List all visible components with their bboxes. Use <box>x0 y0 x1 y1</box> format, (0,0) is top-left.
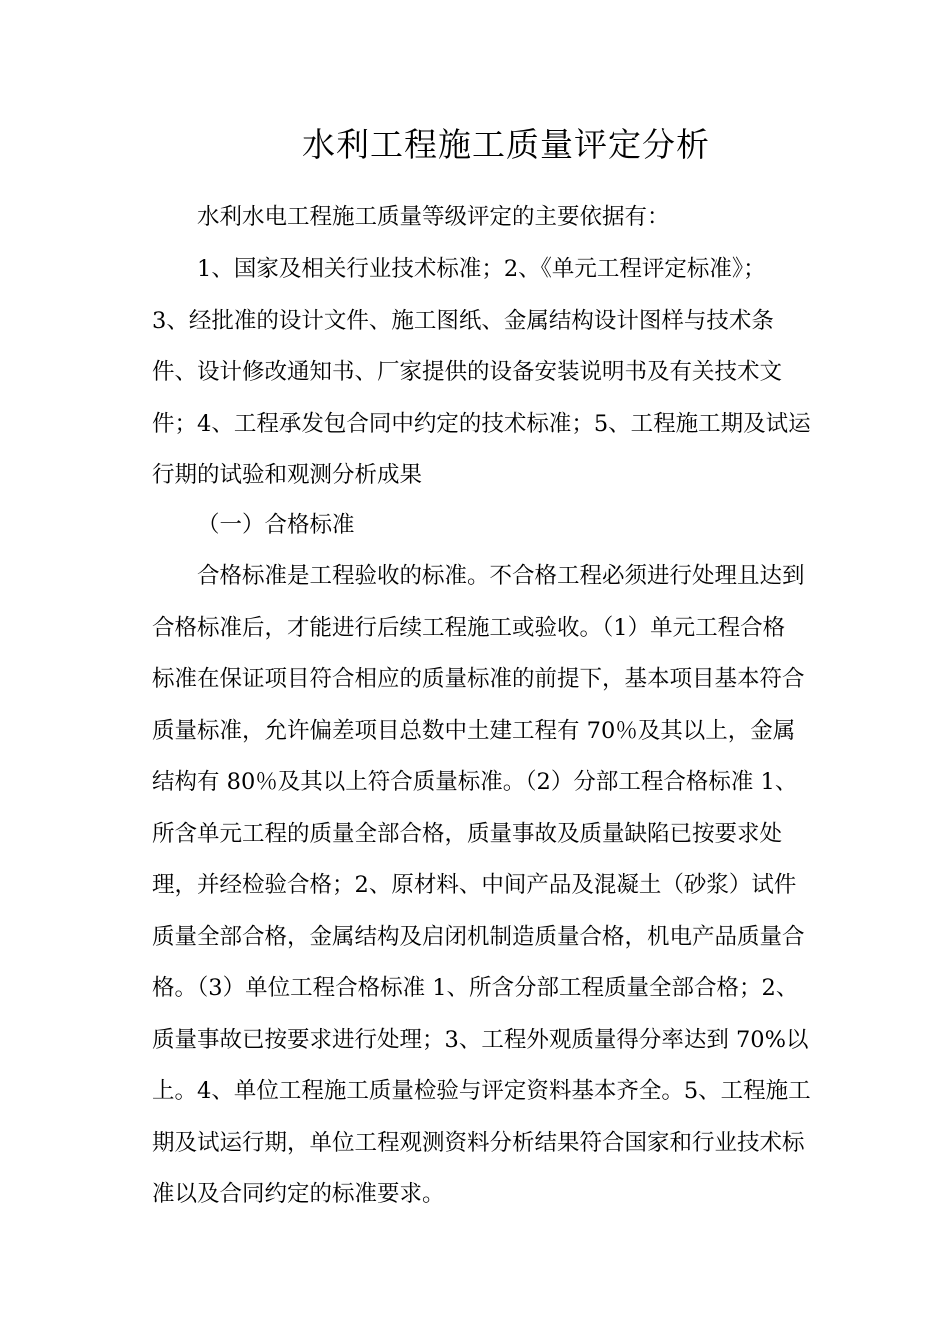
standard-line-8: 质量全部合格，金属结构及启闭机制造质量合格，机电产品质量合 <box>152 923 805 950</box>
standard-line-10: 质量事故已按要求进行处理；3、工程外观质量得分率达到 70%以 <box>152 1026 809 1053</box>
standard-line-5: 结构有 80％及其以上符合质量标准。（2）分部工程合格标准 1、 <box>152 769 798 795</box>
basis-line-2: 3、经批准的设计文件、施工图纸、金属结构设计图样与技术条 <box>152 307 774 334</box>
basis-line-5: 行期的试验和观测分析成果 <box>152 462 423 488</box>
standard-line-11: 上。4、单位工程施工质量检验与评定资料基本齐全。5、工程施工 <box>152 1078 811 1104</box>
section-heading-paragraph <box>152 500 800 552</box>
standard-line-7: 理，并经检验合格；2、原材料、中间产品及混凝土（砂浆）试件 <box>152 872 797 898</box>
standard-line-3: 标准在保证项目符合相应的质量标准的前提下，基本项目基本符合 <box>152 666 805 692</box>
basis-line-1: 1、国家及相关行业技术标准；2、《单元工程评定标准》； <box>197 256 766 282</box>
basis-line-4: 件；4、工程承发包合同中约定的技术标准；5、工程施工期及试运 <box>152 410 811 437</box>
standard-line-1: 合格标准是工程验收的标准。不合格工程必须进行处理且达到 <box>197 563 805 589</box>
document-title: 水利工程施工质量评定分析 <box>302 125 710 164</box>
standard-line-12: 期及试运行期，单位工程观测资料分析结果符合国家和行业技术标 <box>152 1129 805 1156</box>
intro-line: 水利水电工程施工质量等级评定的主要依据有： <box>197 204 670 230</box>
standard-paragraph <box>152 551 811 1221</box>
intro-paragraph <box>152 192 800 244</box>
standard-line-9: 格。（3）单位工程合格标准 1、所含分部工程质量全部合格；2、 <box>152 975 799 1001</box>
standard-line-4: 质量标准，允许偏差项目总数中土建工程有 70％及其以上，金属 <box>152 717 796 744</box>
section-heading: （一）合格标准 <box>197 512 355 538</box>
standard-line-2: 合格标准后，才能进行后续工程施工或验收。（1）单元工程合格 <box>152 614 786 641</box>
standard-line-13: 准以及合同约定的标准要求。 <box>152 1181 445 1207</box>
standard-line-6: 所含单元工程的质量全部合格，质量事故及质量缺陷已按要求处 <box>152 820 783 847</box>
basis-line-3: 件、设计修改通知书、厂家提供的设备安装说明书及有关技术文 <box>152 359 783 385</box>
basis-paragraph <box>152 244 811 502</box>
